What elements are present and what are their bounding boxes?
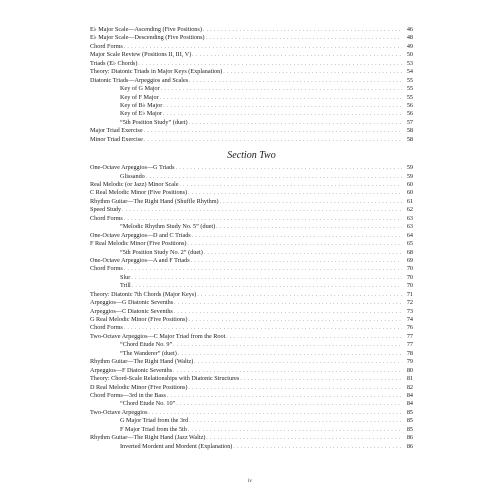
toc-entry-page: 48 bbox=[406, 34, 413, 42]
toc-entry-page: 54 bbox=[406, 68, 413, 76]
toc-entry[interactable] bbox=[90, 51, 413, 59]
toc-entry[interactable] bbox=[90, 189, 413, 197]
toc-entry-title: Key of G Major bbox=[120, 85, 160, 93]
toc-entry-title: Two-Octave Arpeggios—C Major Triad from the Root bbox=[90, 332, 226, 340]
toc-entry-page: 74 bbox=[406, 316, 413, 323]
toc-entry-title: Chord Forms bbox=[90, 42, 123, 50]
toc-entry[interactable] bbox=[90, 282, 413, 290]
toc-entry[interactable] bbox=[90, 102, 413, 110]
toc-entry-page: 85 bbox=[406, 425, 413, 433]
toc-entry-title: Arpeggios—G Diatonic Sevenths bbox=[90, 299, 174, 307]
toc-entry[interactable] bbox=[90, 34, 413, 42]
toc-entry-page: 86 bbox=[406, 434, 413, 442]
toc-entry[interactable] bbox=[90, 119, 413, 127]
toc-entry-title: F Major Triad from the 5th bbox=[120, 425, 187, 433]
toc-entry-page: 85 bbox=[406, 417, 413, 425]
table-of-contents bbox=[90, 26, 413, 451]
dot-leader bbox=[226, 334, 402, 342]
toc-entry-title: Chord Forms—3rd in the Bass bbox=[90, 391, 166, 399]
toc-entry-title: E♭ Major Scale—Ascending (Five Positions) bbox=[90, 26, 202, 33]
toc-entry[interactable] bbox=[90, 43, 413, 51]
dot-leader bbox=[192, 52, 402, 60]
toc-entry[interactable] bbox=[90, 60, 413, 68]
toc-entry-title: One-Octave Arpeggios—A and F Triads bbox=[90, 256, 190, 264]
toc-entry-page: 58 bbox=[406, 135, 413, 143]
dot-leader bbox=[167, 393, 402, 401]
toc-entry-title: “The Wanderer” (duet) bbox=[120, 349, 177, 357]
toc-entry[interactable] bbox=[90, 384, 413, 392]
toc-entry[interactable] bbox=[90, 26, 413, 34]
toc-entry[interactable] bbox=[90, 232, 413, 240]
toc-entry-page: 60 bbox=[406, 189, 413, 197]
toc-entry-title: “Chord Etude No. 9” bbox=[120, 341, 173, 349]
toc-entry-title: Arpeggios—F Diatonic Sevenths bbox=[90, 366, 173, 374]
toc-entry-page: 80 bbox=[406, 366, 413, 374]
toc-entry-title: Rhythm Guitar—The Right Hand (Jazz Waltz) bbox=[90, 434, 206, 442]
toc-entry-page: 55 bbox=[406, 85, 413, 93]
toc-entry-page: 63 bbox=[406, 214, 413, 222]
dot-leader bbox=[216, 224, 402, 232]
toc-entry-page: 86 bbox=[406, 442, 413, 450]
dot-leader bbox=[144, 137, 402, 145]
dot-leader bbox=[191, 258, 402, 266]
dot-leader bbox=[189, 78, 402, 86]
toc-entry[interactable] bbox=[90, 341, 413, 349]
dot-leader bbox=[188, 427, 402, 435]
toc-entry-title: Rhythm Guitar—The Right Hand (Shuffle Rhythm) bbox=[90, 197, 219, 205]
toc-entry-title: One-Octave Arpeggios—G Triads bbox=[90, 164, 175, 172]
toc-entry-page: 69 bbox=[406, 256, 413, 264]
dot-leader bbox=[122, 207, 402, 215]
dot-leader bbox=[188, 317, 402, 325]
toc-entry[interactable] bbox=[90, 164, 413, 172]
toc-entry-title: E♭ Major Scale—Descending (Five Positions) bbox=[90, 34, 205, 42]
toc-entry-page: 50 bbox=[406, 51, 413, 59]
dot-leader bbox=[146, 174, 402, 182]
dot-leader bbox=[189, 418, 402, 426]
toc-entry-title: “Chord Etude No. 10” bbox=[120, 400, 176, 408]
toc-entry-title: Minor Triad Exercise bbox=[90, 135, 143, 143]
toc-entry-title: Chord Forms bbox=[90, 214, 123, 222]
toc-entry[interactable] bbox=[90, 136, 413, 144]
toc-entry[interactable] bbox=[90, 223, 413, 231]
toc-entry[interactable] bbox=[90, 308, 413, 316]
toc-entry-page: 63 bbox=[406, 223, 413, 231]
toc-entry-page: 82 bbox=[406, 383, 413, 391]
dot-leader bbox=[192, 233, 402, 241]
toc-entry-title: Two-Octave Arpeggios bbox=[90, 408, 148, 416]
toc-entry-page: 59 bbox=[406, 172, 413, 180]
toc-entry[interactable] bbox=[90, 249, 413, 257]
toc-entry[interactable] bbox=[90, 68, 413, 76]
dot-leader bbox=[187, 241, 402, 249]
toc-entry-page: 55 bbox=[406, 76, 413, 84]
toc-entry-title: Slur bbox=[120, 273, 131, 281]
section-one-list bbox=[90, 26, 413, 144]
toc-entry-title: Theory: Diatonic 7th Chords (Major Keys) bbox=[90, 290, 197, 298]
toc-entry-title: “5th Position Study No. 2” (duet) bbox=[120, 248, 203, 256]
toc-entry-title: Real Melodic (or Jazz) Minor Scale bbox=[90, 181, 179, 188]
toc-entry-page: 78 bbox=[406, 349, 413, 357]
dot-leader bbox=[124, 266, 402, 274]
dot-leader bbox=[204, 250, 402, 258]
dot-leader bbox=[206, 35, 402, 43]
toc-entry-page: 70 bbox=[406, 273, 413, 281]
toc-entry-page: 84 bbox=[406, 391, 413, 399]
toc-entry-page: 70 bbox=[406, 282, 413, 290]
toc-entry-page: 64 bbox=[406, 231, 413, 239]
toc-entry-page: 73 bbox=[406, 307, 413, 315]
toc-entry[interactable] bbox=[90, 434, 413, 442]
toc-entry[interactable] bbox=[90, 181, 413, 189]
dot-leader bbox=[179, 182, 402, 190]
page-number-footer: iv bbox=[248, 479, 252, 484]
toc-entry[interactable] bbox=[90, 417, 413, 425]
toc-entry-page: 68 bbox=[406, 248, 413, 256]
toc-entry-title: Glissando bbox=[120, 172, 145, 180]
toc-entry-page: 71 bbox=[406, 290, 413, 298]
dot-leader bbox=[220, 199, 402, 207]
toc-entry[interactable] bbox=[90, 392, 413, 400]
toc-entry-title: One-Octave Arpeggios—D and C Triads bbox=[90, 231, 191, 239]
toc-entry-title: Major Triad Exercise bbox=[90, 127, 143, 135]
dot-leader bbox=[161, 86, 402, 94]
dot-leader bbox=[206, 435, 402, 443]
toc-entry-title: Trill bbox=[120, 282, 131, 290]
toc-entry[interactable] bbox=[90, 400, 413, 408]
toc-entry-page: 85 bbox=[406, 408, 413, 416]
toc-entry-title: “Melodic Rhythm Study No. 5” (duet) bbox=[120, 223, 216, 231]
toc-entry-page: 62 bbox=[406, 206, 413, 214]
toc-entry[interactable] bbox=[90, 367, 413, 375]
toc-entry[interactable] bbox=[90, 324, 413, 332]
toc-entry[interactable] bbox=[90, 274, 413, 282]
toc-entry[interactable] bbox=[90, 426, 413, 434]
section-two-heading: Section Two bbox=[227, 150, 276, 162]
toc-entry-title: Major Scale Review (Positions II, III, V) bbox=[90, 51, 192, 59]
dot-leader bbox=[176, 401, 402, 409]
dot-leader bbox=[194, 359, 402, 367]
toc-entry-page: 59 bbox=[406, 164, 413, 172]
toc-entry[interactable] bbox=[90, 375, 413, 383]
toc-entry-page: 61 bbox=[406, 197, 413, 205]
toc-entry-page: 72 bbox=[406, 299, 413, 307]
dot-leader bbox=[189, 120, 402, 128]
dot-leader bbox=[203, 27, 402, 35]
toc-entry-title: D Real Melodic Minor (Five Positions) bbox=[90, 383, 188, 391]
toc-entry-page: 55 bbox=[406, 93, 413, 101]
dot-leader bbox=[174, 300, 402, 308]
toc-entry-title: Inverted Mordent and Mordent (Explanation) bbox=[120, 442, 233, 450]
dot-leader bbox=[176, 165, 402, 173]
toc-entry[interactable] bbox=[90, 265, 413, 273]
toc-entry-title: Triads (E♭ Chords) bbox=[90, 59, 138, 67]
toc-entry[interactable] bbox=[90, 173, 413, 181]
toc-entry-page: 53 bbox=[406, 59, 413, 67]
toc-entry[interactable] bbox=[90, 77, 413, 85]
toc-entry-page: 70 bbox=[406, 265, 413, 273]
toc-entry-page: 46 bbox=[406, 26, 413, 33]
toc-entry[interactable] bbox=[90, 94, 413, 102]
toc-entry-title: Key of E♭ Major bbox=[120, 110, 162, 118]
toc-entry-title: Theory: Diatonic Triads in Major Keys (Explanation) bbox=[90, 68, 223, 76]
toc-entry-title: Diatonic Triads—Arpeggios and Scales bbox=[90, 76, 189, 84]
toc-entry[interactable] bbox=[90, 240, 413, 248]
dot-leader bbox=[160, 95, 402, 103]
toc-entry-page: 81 bbox=[406, 375, 413, 383]
toc-entry-page: 65 bbox=[406, 240, 413, 248]
toc-entry-title: Key of F Major bbox=[120, 93, 159, 101]
toc-entry-title: Key of B♭ Major bbox=[120, 101, 163, 109]
toc-entry[interactable] bbox=[90, 299, 413, 307]
toc-entry[interactable] bbox=[90, 110, 413, 118]
toc-entry-title: C Real Melodic Minor (Five Positions) bbox=[90, 189, 188, 197]
toc-entry[interactable] bbox=[90, 215, 413, 223]
toc-entry-page: 60 bbox=[406, 181, 413, 188]
toc-entry-page: 77 bbox=[406, 332, 413, 340]
toc-entry[interactable] bbox=[90, 350, 413, 358]
toc-entry[interactable] bbox=[90, 316, 413, 324]
dot-leader bbox=[188, 385, 402, 393]
toc-entry-page: 56 bbox=[406, 101, 413, 109]
toc-entry[interactable] bbox=[90, 85, 413, 93]
toc-entry-page: 58 bbox=[406, 127, 413, 135]
toc-entry[interactable] bbox=[90, 443, 413, 451]
toc-entry-page: 84 bbox=[406, 400, 413, 408]
dot-leader bbox=[178, 351, 402, 359]
toc-entry-title: “5th Position Study” (duet) bbox=[120, 118, 188, 126]
dot-leader bbox=[174, 309, 402, 317]
toc-entry-page: 56 bbox=[406, 110, 413, 118]
dot-leader bbox=[144, 128, 402, 136]
toc-entry[interactable] bbox=[90, 409, 413, 417]
toc-entry-page: 76 bbox=[406, 324, 413, 332]
section-two-list bbox=[90, 164, 413, 451]
toc-entry[interactable] bbox=[90, 358, 413, 366]
toc-entry-title: Rhythm Guitar—The Right Hand (Waltz) bbox=[90, 358, 194, 366]
dot-leader bbox=[173, 342, 402, 350]
toc-entry-title: F Real Melodic Minor (Five Positions) bbox=[90, 240, 187, 248]
dot-leader bbox=[163, 111, 402, 119]
toc-entry[interactable] bbox=[90, 291, 413, 299]
toc-entry-page: 49 bbox=[406, 42, 413, 50]
dot-leader bbox=[223, 69, 402, 77]
toc-entry[interactable] bbox=[90, 257, 413, 265]
toc-entry-title: G Real Melodic Minor (Five Positions) bbox=[90, 316, 188, 323]
toc-entry[interactable] bbox=[90, 206, 413, 214]
dot-leader bbox=[197, 292, 402, 300]
toc-entry[interactable] bbox=[90, 198, 413, 206]
toc-entry[interactable] bbox=[90, 333, 413, 341]
dot-leader bbox=[188, 190, 402, 198]
dot-leader bbox=[240, 376, 402, 384]
toc-entry-page: 79 bbox=[406, 358, 413, 366]
toc-entry-title: Theory: Chord-Scale Relationships with Diatonic Structures bbox=[90, 375, 240, 383]
toc-entry-title: Speed Study bbox=[90, 206, 122, 214]
dot-leader bbox=[131, 275, 402, 283]
toc-entry-page: 57 bbox=[406, 118, 413, 126]
toc-entry-title: Arpeggios—C Diatonic Sevenths bbox=[90, 307, 173, 315]
dot-leader bbox=[163, 103, 402, 111]
toc-entry-page: 77 bbox=[406, 341, 413, 349]
toc-entry-title: G Major Triad from the 3rd bbox=[120, 417, 189, 425]
toc-entry-title: Chord Forms bbox=[90, 265, 123, 273]
dot-leader bbox=[233, 444, 402, 452]
toc-entry-title: Chord Forms bbox=[90, 324, 123, 332]
toc-entry[interactable] bbox=[90, 127, 413, 135]
